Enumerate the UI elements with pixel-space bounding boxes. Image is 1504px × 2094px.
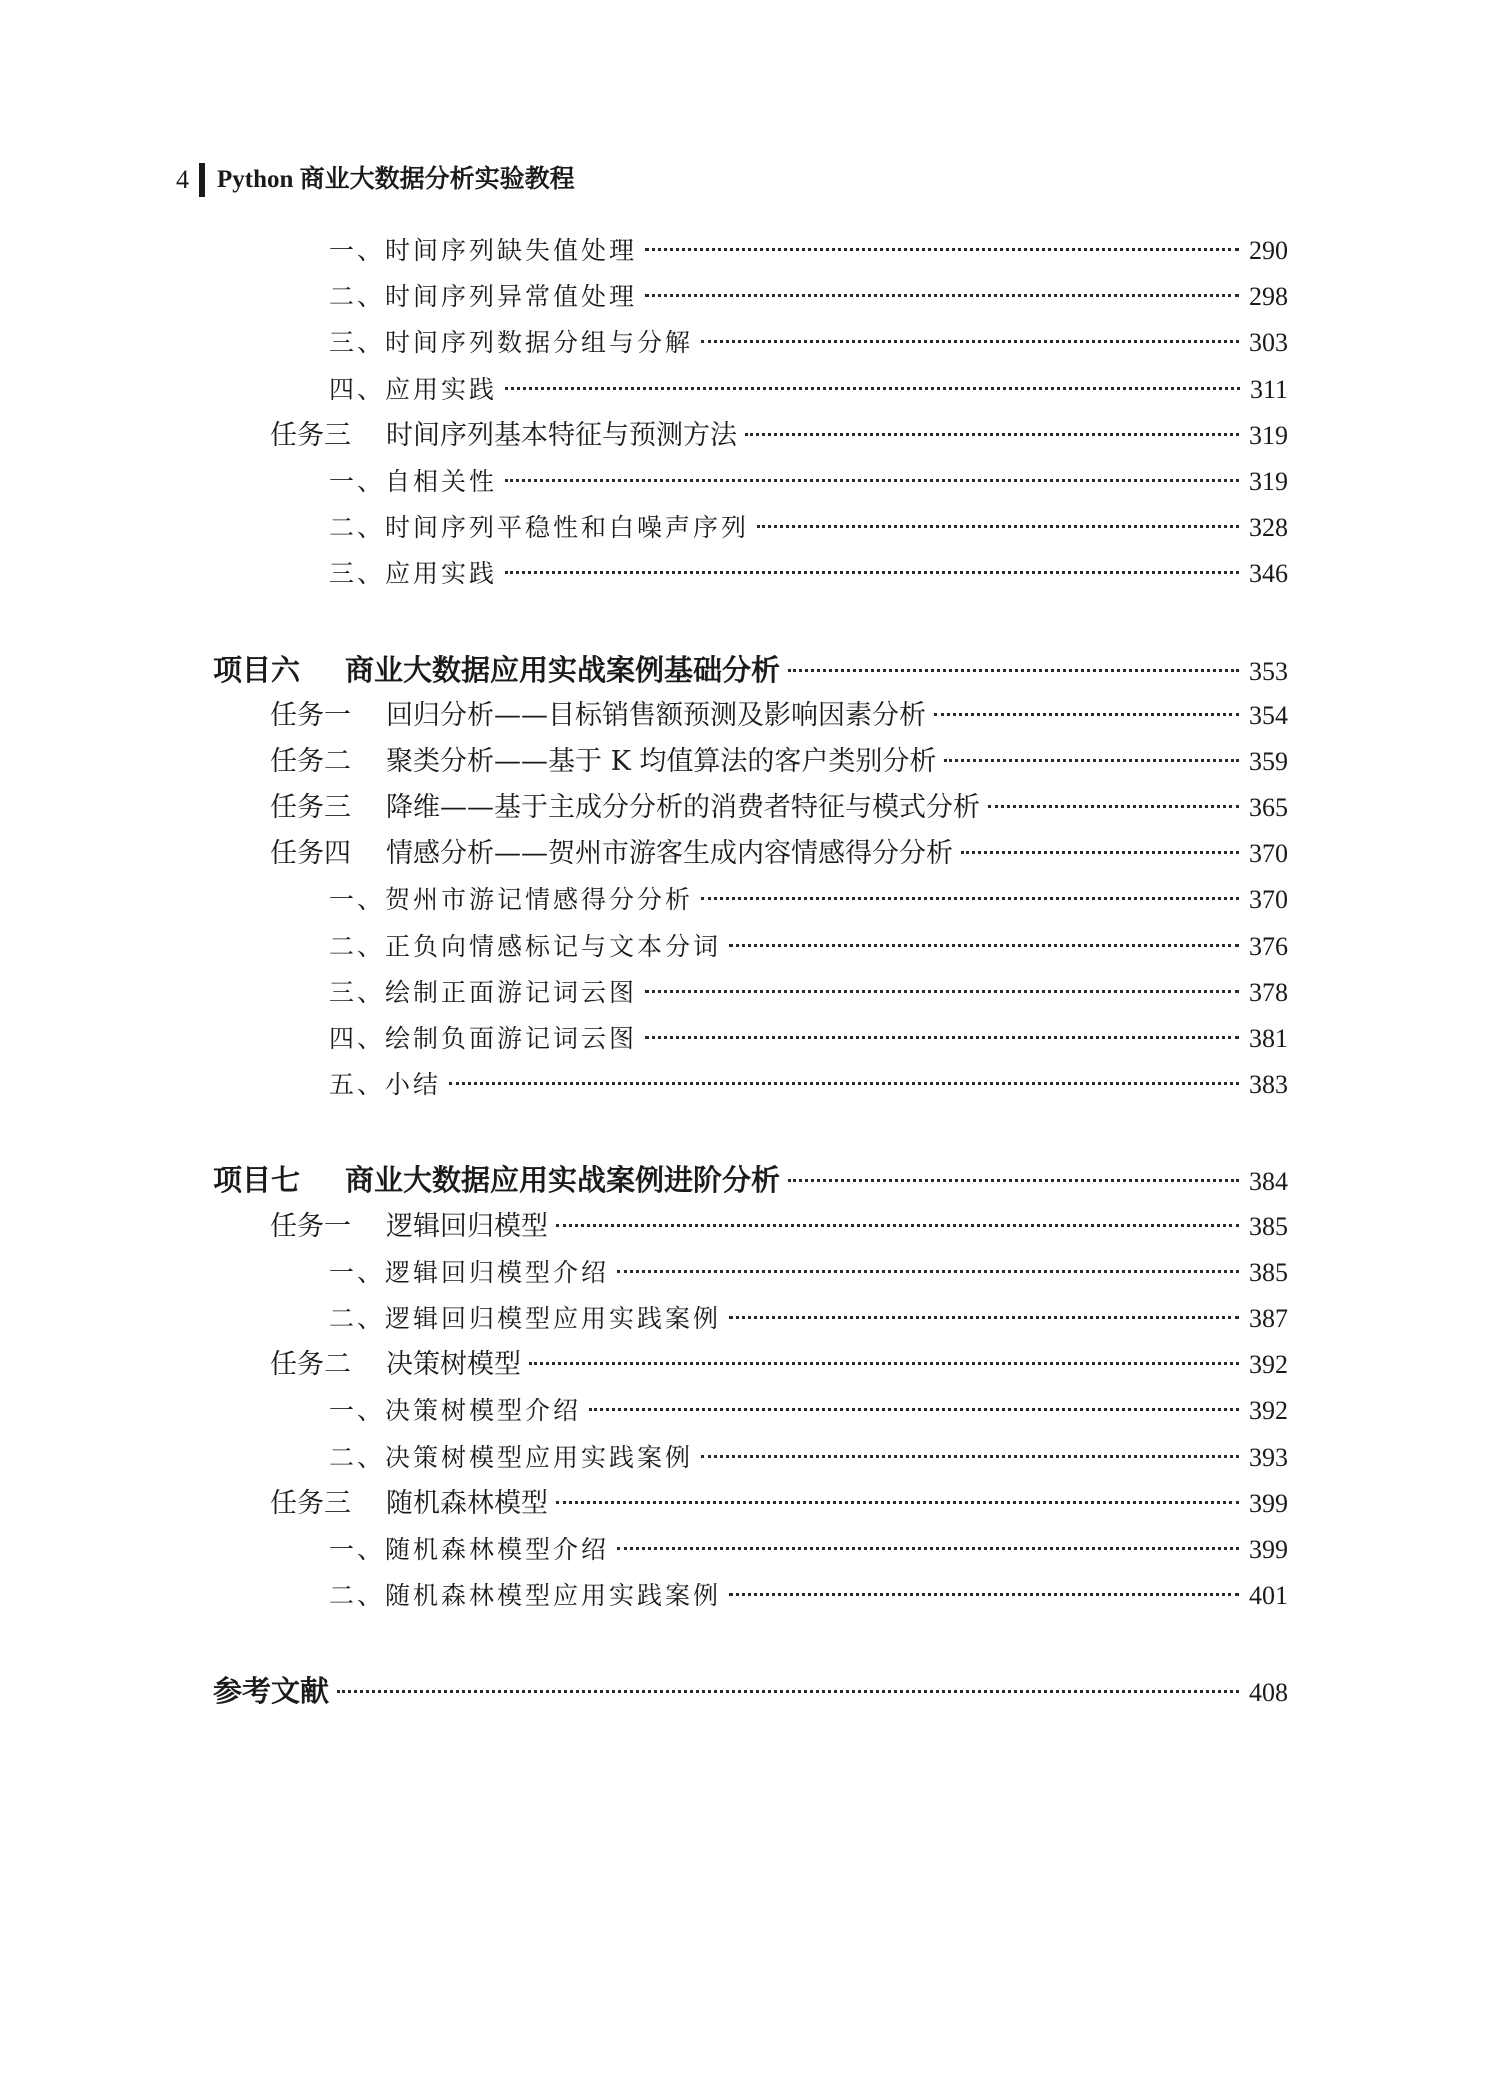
dot-leader: [505, 479, 1239, 482]
toc-task-title: 决策树模型: [386, 1349, 521, 1381]
toc-task-prefix: 任务二: [270, 745, 351, 777]
toc-entry-page: 387: [1249, 1303, 1288, 1333]
dot-leader: [645, 1036, 1239, 1039]
toc-project-page: 384: [1249, 1167, 1288, 1197]
toc-task-entry[interactable]: [0, 831, 1504, 877]
toc-task-page: 385: [1249, 1211, 1288, 1241]
dot-leader: [617, 1547, 1239, 1550]
toc-entry-title: 一、决策树模型介绍: [329, 1396, 582, 1426]
toc-project-entry[interactable]: [0, 647, 1504, 693]
toc-entry[interactable]: [0, 1573, 1504, 1619]
toc-entry[interactable]: [0, 877, 1504, 923]
toc-task-page: 359: [1249, 746, 1288, 776]
toc-entry-page: 370: [1249, 885, 1288, 915]
dot-leader: [645, 248, 1239, 251]
section-gap: [0, 1619, 1504, 1668]
toc-task-page: 392: [1249, 1350, 1288, 1380]
toc-entry[interactable]: [0, 320, 1504, 366]
toc-entry[interactable]: [0, 459, 1504, 505]
toc-entry[interactable]: [0, 1250, 1504, 1296]
dot-leader: [589, 1408, 1239, 1411]
toc-task-entry[interactable]: [0, 1204, 1504, 1250]
toc-entry-page: 383: [1249, 1070, 1288, 1100]
toc-task-prefix: 任务一: [270, 699, 351, 731]
dot-leader: [757, 525, 1239, 528]
toc-entry-title: 三、绘制正面游记词云图: [329, 977, 638, 1007]
toc-entry-page: 393: [1249, 1442, 1288, 1472]
dot-leader: [701, 897, 1239, 900]
dot-leader: [645, 294, 1239, 297]
toc-task-title: 时间序列基本特征与预测方法: [386, 419, 737, 451]
toc-references-title: 参考文献: [213, 1674, 330, 1709]
toc-task-title: 逻辑回归模型: [386, 1210, 548, 1242]
toc-entry-title: 一、时间序列缺失值处理: [329, 236, 638, 265]
dot-leader: [556, 1501, 1239, 1504]
section-gap: [0, 598, 1504, 647]
header-divider-bar: [199, 163, 205, 197]
toc-task-entry[interactable]: [0, 693, 1504, 739]
dot-leader: [505, 571, 1239, 574]
dot-leader: [934, 713, 1239, 716]
dot-leader: [556, 1224, 1239, 1227]
toc-task-entry[interactable]: [0, 739, 1504, 785]
toc-entry-title: 一、逻辑回归模型介绍: [329, 1257, 610, 1287]
toc-entry[interactable]: [0, 1435, 1504, 1481]
dot-leader: [337, 1690, 1239, 1693]
toc-task-prefix: 任务三: [270, 419, 351, 451]
toc-entry-title: 四、应用实践: [329, 374, 498, 404]
toc-entry[interactable]: [0, 505, 1504, 551]
toc-task-title: 聚类分析——基于 K 均值算法的客户类别分析: [386, 745, 937, 777]
toc-project-title: 商业大数据应用实战案例进阶分析: [345, 1163, 781, 1198]
toc-entry-page: 346: [1249, 559, 1288, 589]
toc-entry-page: 328: [1249, 513, 1288, 543]
toc-entry-title: 二、时间序列异常值处理: [329, 282, 638, 312]
dot-leader: [745, 433, 1239, 436]
toc-entry[interactable]: [0, 1527, 1504, 1573]
toc-task-page: 365: [1249, 793, 1288, 823]
dot-leader: [529, 1362, 1239, 1365]
toc-entry[interactable]: [0, 228, 1504, 274]
toc-entry-page: 319: [1249, 466, 1288, 496]
toc-entry-page: 298: [1249, 282, 1288, 312]
toc-entry[interactable]: [0, 1062, 1504, 1108]
toc-task-prefix: 任务三: [270, 1487, 351, 1519]
toc-entry[interactable]: [0, 1016, 1504, 1062]
toc-task-prefix: 任务三: [270, 792, 351, 824]
toc-entry-title: 四、绘制负面游记词云图: [329, 1024, 638, 1053]
toc-entry-page: 378: [1249, 977, 1288, 1007]
dot-leader: [505, 387, 1240, 390]
toc-entry-page: 381: [1249, 1024, 1288, 1053]
toc-project-entry[interactable]: [0, 1157, 1504, 1203]
dot-leader: [617, 1270, 1239, 1273]
toc-entry-title: 二、随机森林模型应用实践案例: [329, 1581, 722, 1611]
dot-leader: [729, 1316, 1239, 1319]
toc-task-title: 情感分析——贺州市游客生成内容情感得分分析: [386, 838, 953, 870]
dot-leader: [788, 669, 1239, 672]
toc-entry-page: 290: [1249, 236, 1288, 265]
toc-entry-title: 二、时间序列平稳性和白噪声序列: [329, 513, 750, 543]
toc-entry[interactable]: [0, 1388, 1504, 1434]
toc-task-title: 降维——基于主成分分析的消费者特征与模式分析: [386, 792, 980, 824]
toc-task-title: 回归分析——目标销售额预测及影响因素分析: [386, 699, 926, 731]
toc-entry-page: 399: [1249, 1534, 1288, 1564]
toc-project-page: 353: [1249, 656, 1288, 686]
toc-entry-page: 303: [1249, 328, 1288, 358]
running-header: [176, 160, 575, 200]
section-gap: [0, 1108, 1504, 1157]
dot-leader: [988, 805, 1239, 808]
toc-task-entry[interactable]: [0, 785, 1504, 831]
toc-task-prefix: 任务二: [270, 1349, 351, 1381]
toc-references-page: 408: [1249, 1678, 1288, 1708]
toc-task-prefix: 任务四: [270, 838, 351, 870]
toc-entry-title: 三、应用实践: [329, 559, 498, 589]
toc-entry[interactable]: [0, 367, 1504, 413]
toc-task-entry[interactable]: [0, 1342, 1504, 1388]
toc-entry-page: 376: [1249, 931, 1288, 961]
toc-entry-title: 一、随机森林模型介绍: [329, 1534, 610, 1564]
table-of-contents: [0, 228, 1504, 1714]
book-title: Python 商业大数据分析实验教程: [217, 166, 575, 193]
toc-task-page: 319: [1249, 420, 1288, 450]
toc-task-title: 随机森林模型: [386, 1487, 548, 1519]
dot-leader: [961, 851, 1239, 854]
toc-entry[interactable]: [0, 970, 1504, 1016]
dot-leader: [944, 759, 1239, 762]
toc-task-prefix: 任务一: [270, 1210, 351, 1242]
toc-entry-page: 401: [1249, 1581, 1288, 1611]
toc-task-page: 354: [1249, 700, 1288, 730]
toc-entry-page: 311: [1249, 374, 1288, 404]
page-number: 4: [176, 165, 189, 194]
toc-entry-title: 二、正负向情感标记与文本分词: [329, 931, 722, 961]
dot-leader: [701, 340, 1239, 343]
toc-entry-title: 一、自相关性: [329, 466, 498, 496]
dot-leader: [701, 1455, 1239, 1458]
toc-task-entry[interactable]: [0, 413, 1504, 459]
toc-task-page: 370: [1249, 839, 1288, 869]
toc-project-prefix: 项目七: [213, 1163, 301, 1198]
toc-entry[interactable]: [0, 551, 1504, 597]
toc-entry-title: 五、小结: [329, 1070, 442, 1100]
dot-leader: [729, 944, 1239, 947]
toc-entry[interactable]: [0, 1296, 1504, 1342]
toc-task-entry[interactable]: [0, 1481, 1504, 1527]
toc-task-page: 399: [1249, 1488, 1288, 1518]
toc-references-entry[interactable]: [0, 1668, 1504, 1714]
dot-leader: [645, 990, 1239, 993]
toc-entry-title: 三、时间序列数据分组与分解: [329, 328, 694, 358]
dot-leader: [449, 1082, 1239, 1085]
toc-entry[interactable]: [0, 924, 1504, 970]
toc-entry-title: 二、逻辑回归模型应用实践案例: [329, 1303, 722, 1333]
toc-project-title: 商业大数据应用实战案例基础分析: [345, 652, 781, 687]
dot-leader: [729, 1593, 1239, 1596]
toc-entry-title: 一、贺州市游记情感得分分析: [329, 885, 694, 915]
toc-entry-page: 385: [1249, 1257, 1288, 1287]
toc-entry-title: 二、决策树模型应用实践案例: [329, 1442, 694, 1472]
toc-project-prefix: 项目六: [213, 652, 301, 687]
toc-entry-page: 392: [1249, 1396, 1288, 1426]
toc-entry[interactable]: [0, 274, 1504, 320]
dot-leader: [788, 1179, 1239, 1182]
